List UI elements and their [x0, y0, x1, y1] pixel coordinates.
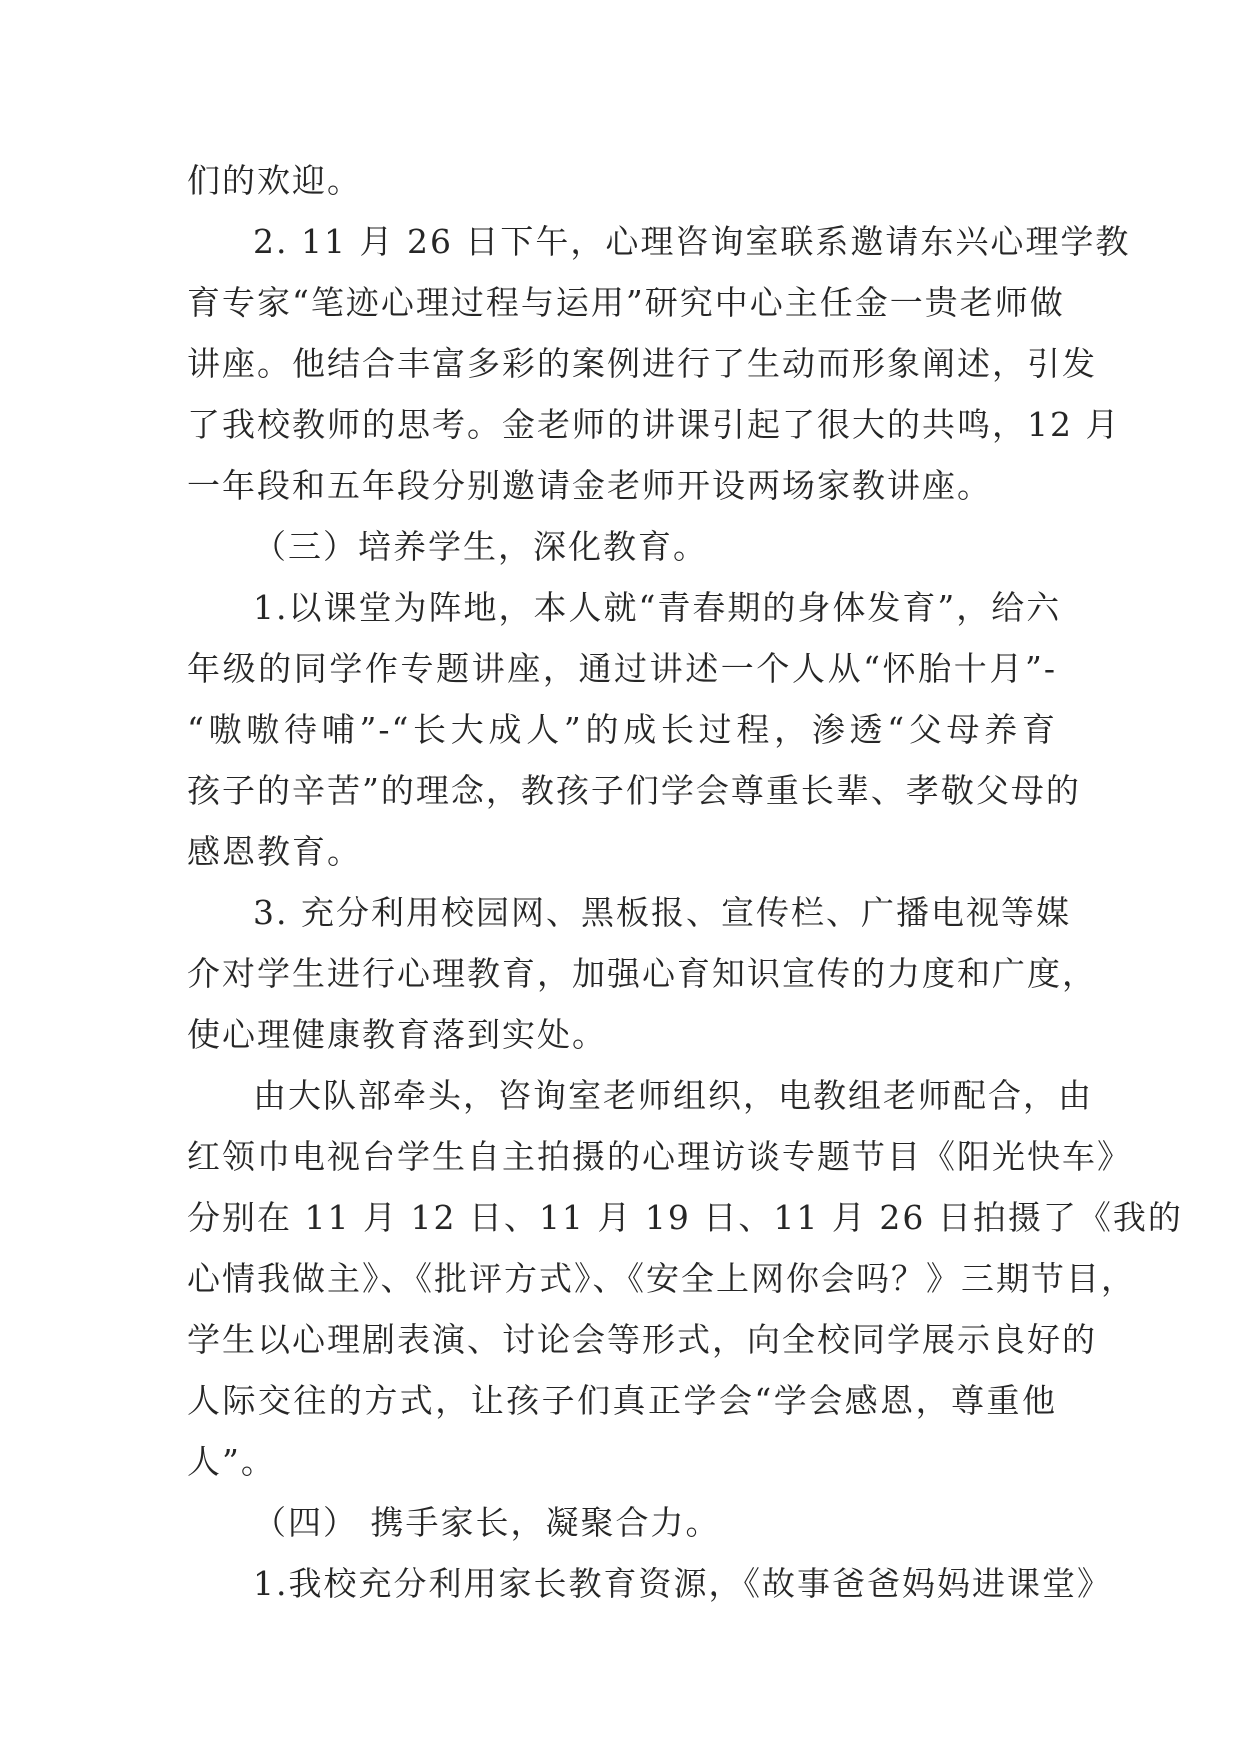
- section-heading: （四） 携手家长，凝聚合力。: [253, 1503, 721, 1542]
- text-line: 3. 充分利用校园网、黑板报、宣传栏、广播电视等媒: [253, 893, 1071, 932]
- text-line: 由大队部牵头，咨询室老师组织，电教组老师配合，由: [253, 1076, 1093, 1115]
- text-line: 红领巾电视台学生自主拍摄的心理访谈专题节目《阳光快车》: [187, 1137, 1132, 1176]
- text-line: 一年段和五年段分别邀请金老师开设两场家教讲座。: [187, 466, 992, 505]
- text-line: 年级的同学作专题讲座，通过讲述一个人从“怀胎十月”-: [187, 649, 1057, 688]
- body-text: [187, 150, 1183, 1614]
- text-line: 了我校教师的思考。金老师的讲课引起了很大的共鸣，12 月: [187, 405, 1121, 444]
- text-line: 人”。: [187, 1442, 276, 1481]
- text-line: 使心理健康教育落到实处。: [187, 1015, 607, 1054]
- section-heading: （三）培养学生，深化教育。: [253, 527, 708, 566]
- text-line: 1.以课堂为阵地，本人就“青春期的身体发育”，给六: [253, 588, 1062, 627]
- text-line: 2. 11 月 26 日下午，心理咨询室联系邀请东兴心理学教: [253, 222, 1131, 261]
- text-line: 学生以心理剧表演、讨论会等形式，向全校同学展示良好的: [187, 1320, 1097, 1359]
- text-line: 孩子的辛苦”的理念，教孩子们学会尊重长辈、孝敬父母的: [187, 771, 1081, 810]
- text-line: 1.我校充分利用家长教育资源，《故事爸爸妈妈进课堂》: [253, 1564, 1112, 1603]
- text-line: 介对学生进行心理教育，加强心育知识宣传的力度和广度，: [187, 954, 1097, 993]
- text-line: 感恩教育。: [187, 832, 362, 871]
- text-line: 人际交往的方式，让孩子们真正学会“学会感恩，尊重他: [187, 1381, 1057, 1420]
- text-line: 心情我做主》、《批评方式》、《安全上网你会吗？》三期节目，: [187, 1259, 1136, 1298]
- text-line: 们的欢迎。: [187, 161, 362, 200]
- text-line: 分别在 11 月 12 日、11 月 19 日、11 月 26 日拍摄了《我的: [187, 1198, 1183, 1237]
- text-line: 讲座。他结合丰富多彩的案例进行了生动而形象阐述，引发: [187, 344, 1097, 383]
- text-line: 育专家“笔迹心理过程与运用”研究中心主任金一贵老师做: [187, 283, 1065, 322]
- text-line: “嗷嗷待哺”-“长大成人”的成长过程，渗透“父母养育: [187, 710, 1057, 749]
